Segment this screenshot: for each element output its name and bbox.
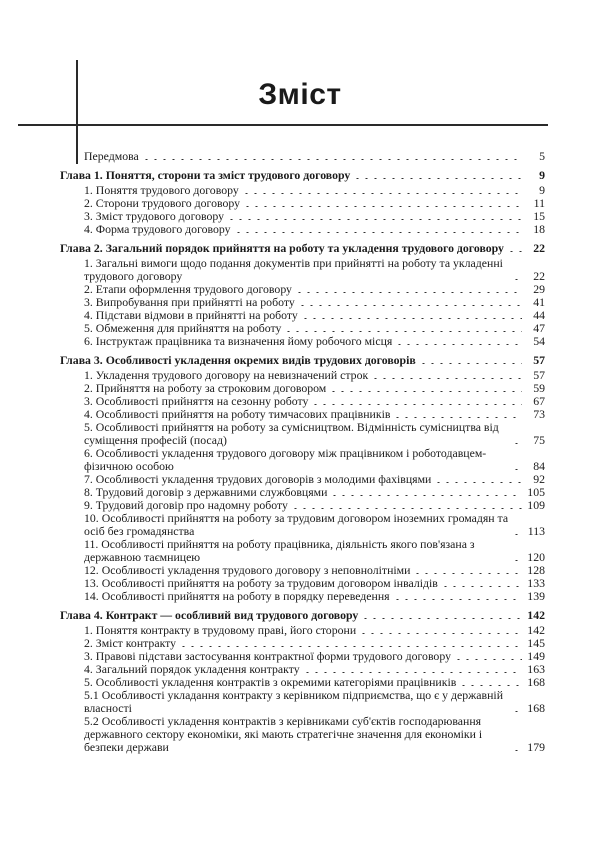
toc-entry-label: 2. Сторони трудового договору <box>84 196 241 210</box>
toc-entry-preface[interactable] <box>60 150 545 163</box>
toc-page-number: 41 <box>533 295 545 309</box>
toc-page-number: 139 <box>527 589 545 603</box>
dot-leader <box>242 193 522 194</box>
toc-entry-section[interactable] <box>60 590 545 603</box>
toc-entry-label: 2. Прийняття на роботу за строковим договором <box>84 381 327 395</box>
toc-entry-label: Глава 1. Поняття, сторони та зміст трудового договору <box>60 168 351 182</box>
dot-leader <box>419 363 522 364</box>
dot-leader <box>359 633 522 634</box>
toc-page-number: 22 <box>533 269 545 283</box>
toc-page-number: 113 <box>527 524 545 538</box>
toc-page-number: 142 <box>527 608 545 622</box>
toc-page-number: 9 <box>539 183 545 197</box>
dot-leader <box>459 685 522 686</box>
toc-entry-label: 5. Особливості прийняття на роботу за сумісництвом. Відмінність сумісництва від суміщення професій (посад) <box>84 420 499 447</box>
toc-entry-label: 2. Зміст контракту <box>84 636 177 650</box>
dot-leader <box>243 206 522 207</box>
toc-page-number: 22 <box>533 241 545 255</box>
toc-entry-label: 1. Загальні вимоги щодо подання документів при прийнятті на роботу та укладенні трудового договору <box>84 256 503 283</box>
toc-entry-label: Глава 3. Особливості укладення окремих видів трудових договорів <box>60 353 416 367</box>
toc-page-number: 92 <box>533 472 545 486</box>
dot-leader <box>227 219 522 220</box>
toc-entry-label: 5. Обмеження для прийняття на роботу <box>84 321 282 335</box>
toc-page-number: 9 <box>539 168 545 182</box>
toc-entry-label: 1. Укладення трудового договору на невизначений строк <box>84 368 369 382</box>
dot-leader <box>298 305 522 306</box>
dot-leader <box>179 646 522 647</box>
toc-chapter-heading[interactable] <box>60 609 545 622</box>
dot-leader <box>393 599 522 600</box>
toc-entry-label: 1. Поняття контракту в трудовому праві, його сторони <box>84 623 357 637</box>
toc-page-number: 84 <box>533 459 545 473</box>
toc-page-number: 59 <box>533 381 545 395</box>
toc-page-number: 149 <box>527 649 545 663</box>
toc-entry-section[interactable] <box>60 689 545 715</box>
toc-page-number: 18 <box>533 222 545 236</box>
decorative-vertical-rule <box>76 60 78 164</box>
dot-leader <box>311 404 522 405</box>
dot-leader <box>142 159 522 160</box>
toc-entry-label: 8. Трудовий договір з державними службовцями <box>84 485 328 499</box>
dot-leader <box>512 560 522 561</box>
toc-entry-label: 3. Особливості прийняття на сезонну роботу <box>84 394 309 408</box>
dot-leader <box>234 232 522 233</box>
dot-leader <box>329 391 522 392</box>
toc-page-number: 128 <box>527 563 545 577</box>
dot-leader <box>454 659 522 660</box>
dot-leader <box>371 378 522 379</box>
dot-leader <box>291 508 522 509</box>
toc-entry-label: 1. Поняття трудового договору <box>84 183 239 197</box>
toc-entry-label: 4. Форма трудового договору <box>84 222 231 236</box>
toc-page-number: 109 <box>527 498 545 512</box>
toc-entry-section[interactable] <box>60 421 545 447</box>
toc-page-number: 179 <box>527 740 545 754</box>
dot-leader <box>413 573 522 574</box>
dot-leader <box>512 534 522 535</box>
dot-leader <box>512 711 522 712</box>
toc-entry-label: 7. Особливості укладення трудових договорів з молодими фахівцями <box>84 472 432 486</box>
toc-entry-label: Передмова <box>84 149 139 163</box>
toc-page-number: 11 <box>533 196 545 210</box>
toc-page-number: 44 <box>533 308 545 322</box>
decorative-horizontal-rule <box>18 124 548 126</box>
toc-entry-label: 3. Зміст трудового договору <box>84 209 225 223</box>
toc-entry-label: Глава 4. Контракт — особливий вид трудового договору <box>60 608 359 622</box>
dot-leader <box>303 672 522 673</box>
dot-leader <box>512 443 522 444</box>
toc-entry-label: 2. Етапи оформлення трудового договору <box>84 282 292 296</box>
toc-page-number: 29 <box>533 282 545 296</box>
toc-entry-label: 3. Випробування при прийнятті на роботу <box>84 295 295 309</box>
toc-page-number: 145 <box>527 636 545 650</box>
dot-leader <box>395 344 522 345</box>
toc-page-number: 142 <box>527 623 545 637</box>
dot-leader <box>434 482 522 483</box>
toc-entry-section[interactable] <box>60 257 545 283</box>
toc-page-number: 73 <box>533 407 545 421</box>
toc-page-number: 15 <box>533 209 545 223</box>
page-title: Зміст <box>258 78 342 111</box>
dot-leader <box>512 750 522 751</box>
toc-entry-label: 14. Особливості прийняття на роботу в порядку переведення <box>84 589 390 603</box>
toc-entry-label: 6. Особливості укладення трудового договору між працівником і роботодавцем-фізичною особою <box>84 446 487 473</box>
toc-page-number: 120 <box>527 550 545 564</box>
toc-page-number: 75 <box>533 433 545 447</box>
toc-page-number: 168 <box>527 675 545 689</box>
toc-page-number: 163 <box>527 662 545 676</box>
dot-leader <box>441 586 522 587</box>
toc-entry-section[interactable] <box>60 447 545 473</box>
toc-entry-label: 5.2 Особливості укладення контрактів з керівниками суб'єктів господарювання державного сектору економіки, які мають стратегічне значення для економіки і безпеки держави <box>84 714 483 754</box>
table-of-contents <box>60 150 545 754</box>
toc-entry-section[interactable] <box>60 715 545 754</box>
toc-page-number: 168 <box>527 701 545 715</box>
dot-leader <box>353 178 522 179</box>
toc-entry-section[interactable] <box>60 223 545 236</box>
toc-entry-section[interactable] <box>60 335 545 348</box>
toc-entry-label: 4. Особливості прийняття на роботу тимчасових працівників <box>84 407 391 421</box>
dot-leader <box>301 318 522 319</box>
toc-chapter-heading[interactable] <box>60 169 545 182</box>
toc-entry-label: 13. Особливості прийняття на роботу за трудовим договором інвалідів <box>84 576 438 590</box>
toc-page-number: 57 <box>533 368 545 382</box>
toc-entry-label: 4. Підстави відмови в прийнятті на роботу <box>84 308 298 322</box>
toc-chapter-heading[interactable] <box>60 354 545 367</box>
toc-page-number: 67 <box>533 394 545 408</box>
toc-entry-label: 4. Загальний порядок укладення контракту <box>84 662 300 676</box>
dot-leader <box>284 331 522 332</box>
toc-entry-label: 12. Особливості укладення трудового договору з неповнолітніми <box>84 563 411 577</box>
toc-entry-label: 5. Особливості укладення контрактів з окремими категоріями працівників <box>84 675 457 689</box>
toc-page-number: 57 <box>533 353 545 367</box>
dot-leader <box>295 292 522 293</box>
toc-page-number: 5 <box>539 149 545 163</box>
toc-entry-label: 9. Трудовий договір про надомну роботу <box>84 498 288 512</box>
toc-entry-label: 6. Інструктаж працівника та визначення йому робочого місця <box>84 334 393 348</box>
dot-leader <box>512 279 522 280</box>
dot-leader <box>361 618 522 619</box>
toc-page-number: 105 <box>527 485 545 499</box>
toc-entry-section[interactable] <box>60 512 545 538</box>
toc-entry-label: 10. Особливості прийняття на роботу за трудовим договором іноземних громадян та осіб без громадянства <box>84 511 509 538</box>
dot-leader <box>330 495 522 496</box>
toc-entry-label: Глава 2. Загальний порядок прийняття на роботу та укладення трудового договору <box>60 241 504 255</box>
dot-leader <box>393 417 522 418</box>
dot-leader <box>507 251 522 252</box>
toc-page-number: 54 <box>533 334 545 348</box>
toc-entry-label: 3. Правові підстави застосування контрактної форми трудового договору <box>84 649 451 663</box>
dot-leader <box>512 469 522 470</box>
toc-page-number: 133 <box>527 576 545 590</box>
toc-entry-label: 11. Особливості прийняття на роботу працівника, діяльність якого пов'язана з державною таємницею <box>84 537 475 564</box>
toc-page-number: 47 <box>533 321 545 335</box>
toc-entry-label: 5.1 Особливості укладання контракту з керівником підприємства, що є у державній власності <box>84 688 504 715</box>
toc-chapter-heading[interactable] <box>60 242 545 255</box>
toc-entry-section[interactable] <box>60 538 545 564</box>
